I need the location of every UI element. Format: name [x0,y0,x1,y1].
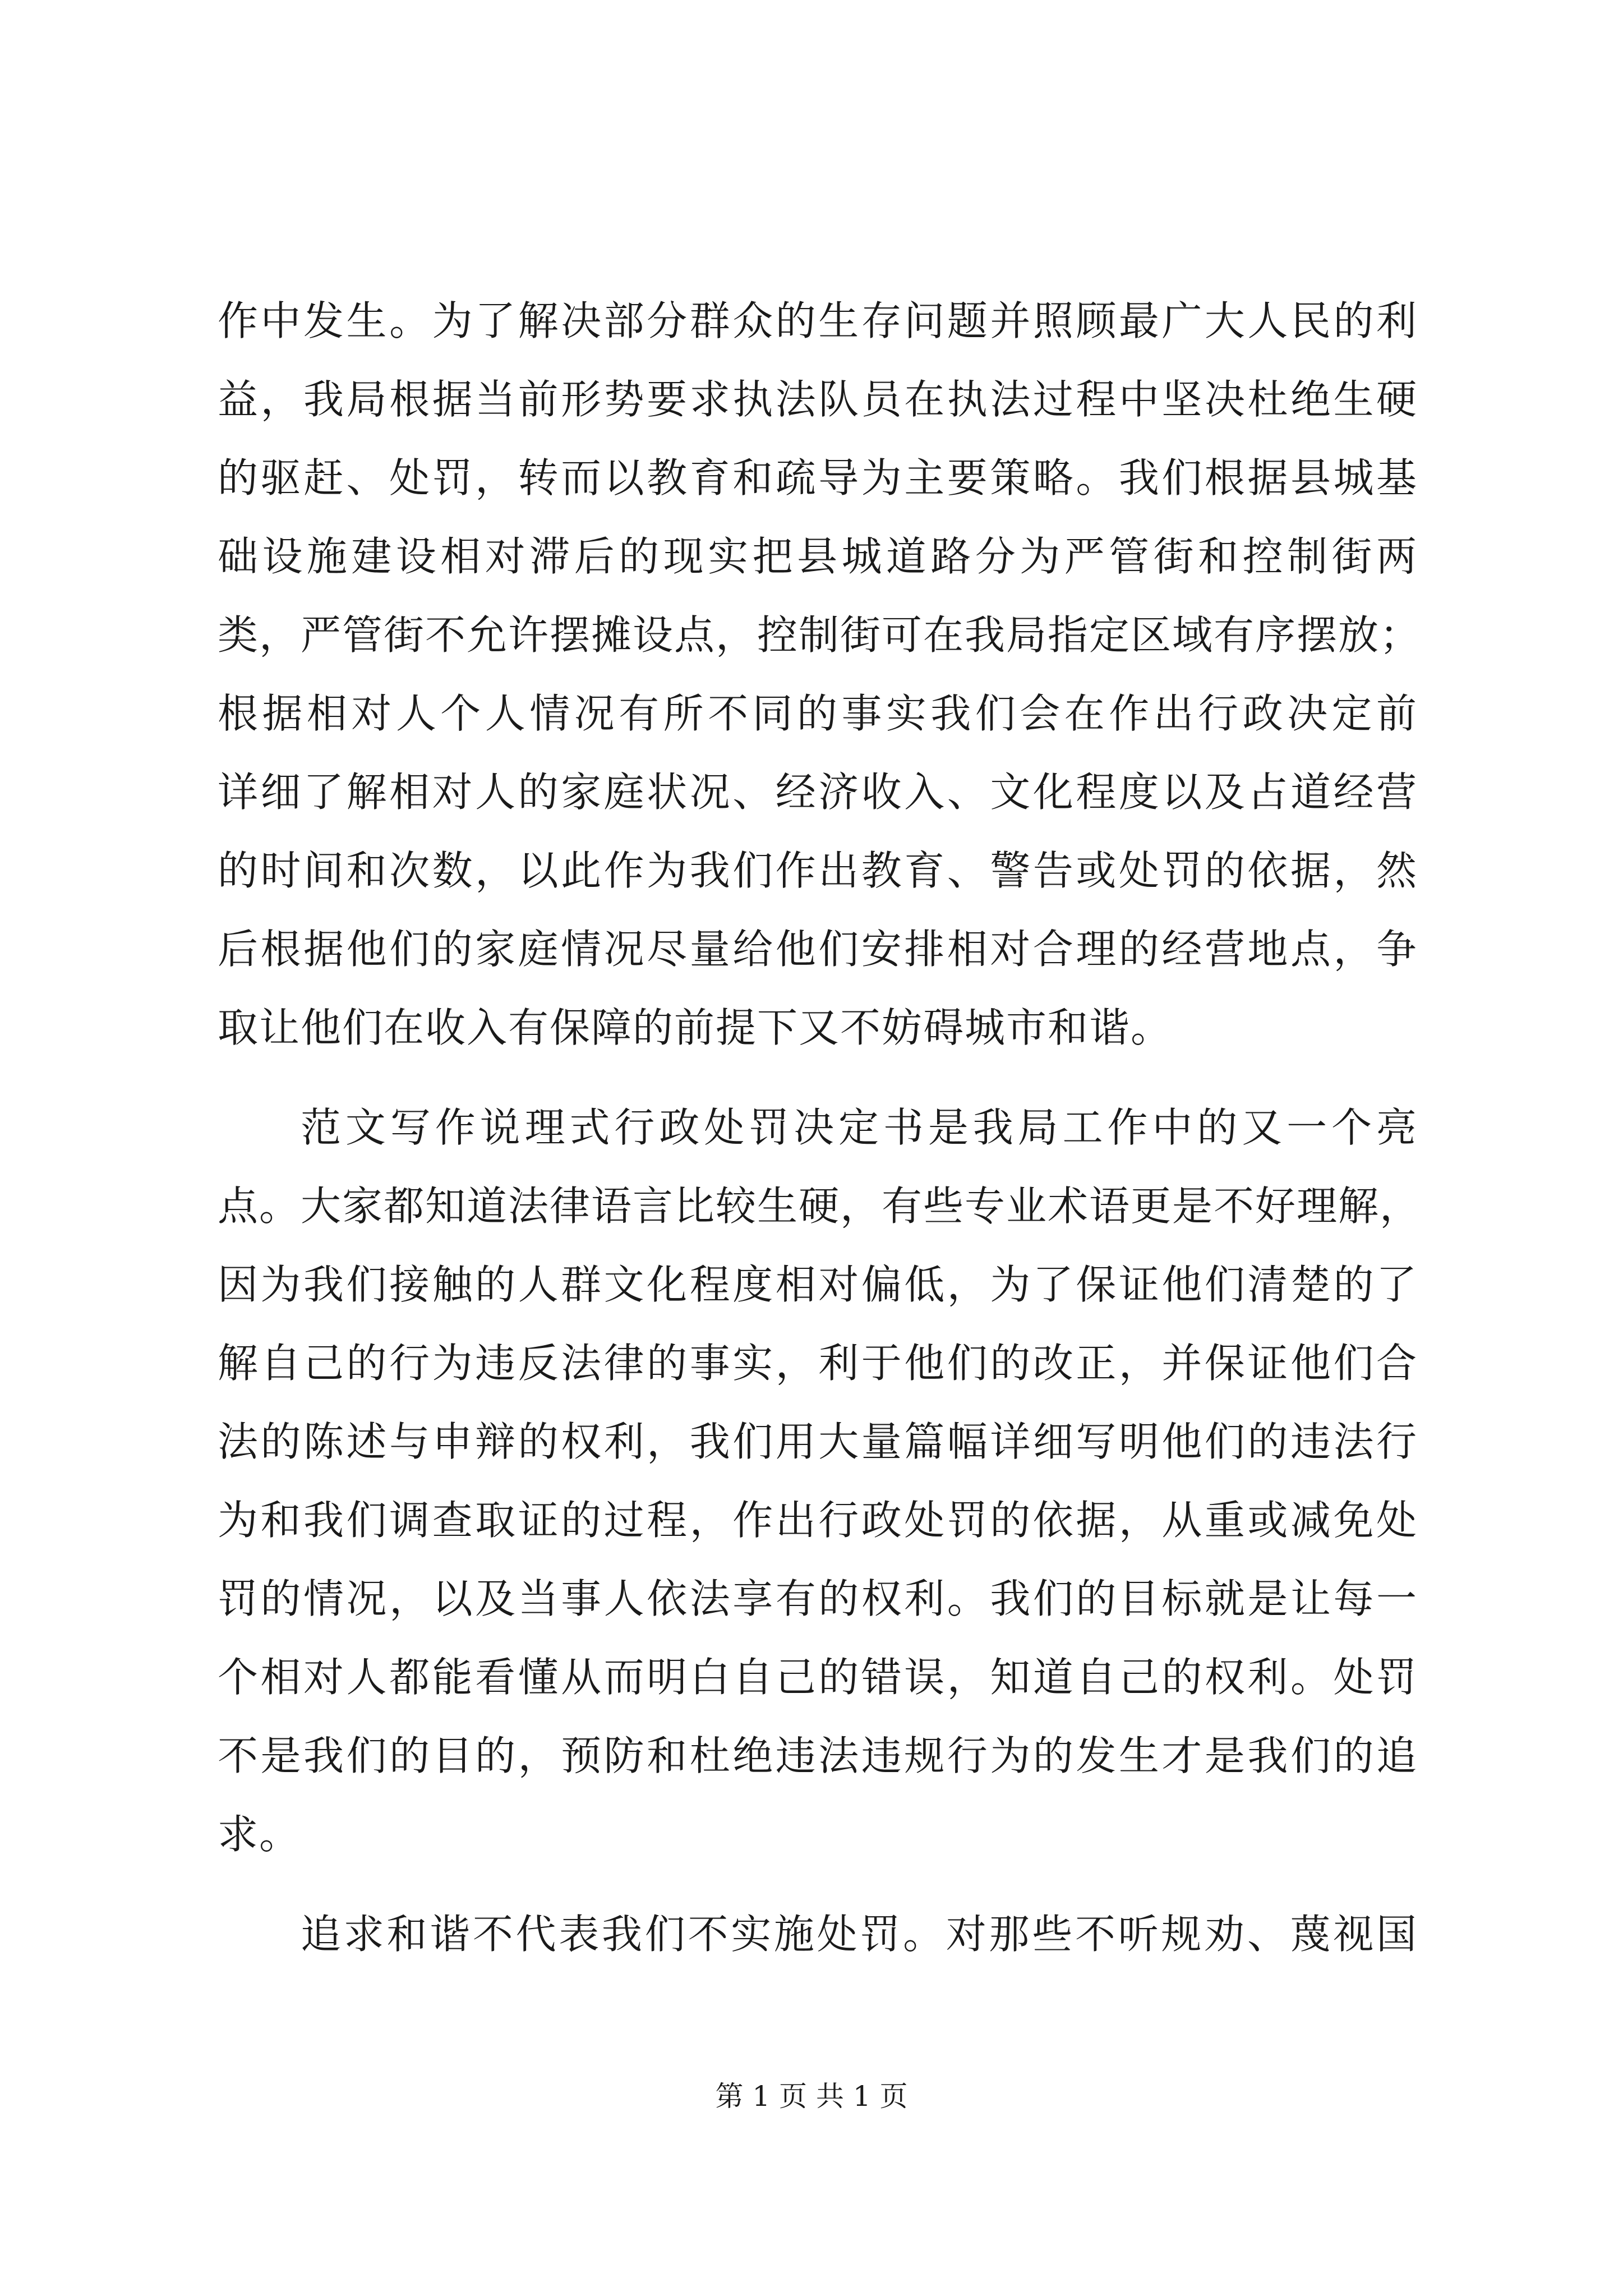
page-number: 第 1 页 共 1 页 [715,2080,908,2113]
paragraph [218,1895,1418,1973]
text-line: 为和我们调查取证的过程，作出行政处罚的依据，从重或减免处 [218,1497,1418,1544]
text-line: 类，严管街不允许摆摊设点，控制街可在我局指定区域有序摆放； [218,611,1422,659]
paragraph-spacer [218,1874,1418,1895]
text-line: 罚的情况，以及当事人依法享有的权利。我们的目标就是让每一 [218,1575,1418,1622]
text-line: 法的陈述与申辩的权利，我们用大量篇幅详细写明他们的违法行 [218,1418,1418,1465]
text-line: 求。 [218,1811,301,1858]
text-line: 根据相对人个人情况有所不同的事实我们会在作出行政决定前 [218,690,1418,737]
text-line: 点。大家都知道法律语言比较生硬，有些专业术语更是不好理解， [218,1182,1422,1230]
text-line: 的驱赶、处罚，转而以教育和疏导为主要策略。我们根据县城基 [218,454,1418,501]
text-line: 础设施建设相对滞后的现实把县城道路分为严管街和控制街两 [218,533,1418,580]
text-line: 解自己的行为违反法律的事实，利于他们的改正，并保证他们合 [218,1340,1418,1387]
paragraph [218,1088,1422,1874]
text-line: 不是我们的目的，预防和杜绝违法违规行为的发生才是我们的追 [218,1732,1418,1779]
text-line: 的时间和次数，以此作为我们作出教育、警告或处罚的依据，然 [218,847,1418,894]
text-line: 因为我们接触的人群文化程度相对偏低，为了保证他们清楚的了 [218,1261,1418,1308]
text-line: 后根据他们的家庭情况尽量给他们安排相对合理的经营地点，争 [218,926,1418,973]
text-line: 取让他们在收入有保障的前提下又不妨碍城市和谐。 [218,1004,1173,1051]
document-body [218,282,1422,1973]
text-line: 详细了解相对人的家庭状况、经济收入、文化程度以及占道经营 [218,769,1418,816]
paragraph-spacer [218,1067,1418,1088]
text-line: 作中发生。为了解决部分群众的生存问题并照顾最广大人民的利 [218,297,1418,344]
text-line: 益，我局根据当前形势要求执法队员在执法过程中坚决杜绝生硬 [218,376,1418,423]
text-line: 范文写作说理式行政处罚决定书是我局工作中的又一个亮 [301,1104,1418,1151]
text-line: 个相对人都能看懂从而明白自己的错误，知道自己的权利。处罚 [218,1654,1418,1701]
page-footer [0,2077,1623,2116]
text-line: 追求和谐不代表我们不实施处罚。对那些不听规劝、蔑视国 [301,1911,1418,1958]
paragraph [218,282,1422,1067]
